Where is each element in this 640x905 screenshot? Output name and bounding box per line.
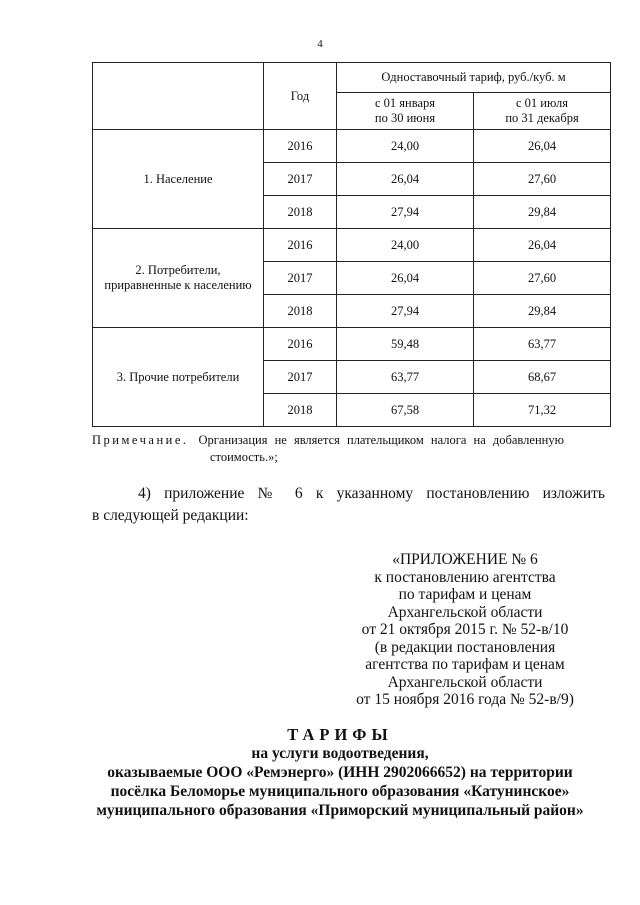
amendment-paragraph — [92, 483, 605, 527]
tariff-table-body — [93, 130, 611, 427]
period-header-2: с 01 июля по 31 декабря — [474, 93, 611, 130]
tariff-value-h1: 59,48 — [337, 328, 474, 361]
amendment-line-1: 4) приложение № 6 к указанному постановлению изложить — [138, 485, 605, 502]
category-label: 3. Прочие потребители — [93, 328, 264, 427]
category-label: 1. Население — [93, 130, 264, 229]
year-header: Год — [264, 63, 337, 130]
page-number: 4 — [317, 38, 323, 50]
tariff-value-h1: 24,00 — [337, 229, 474, 262]
document-title — [70, 725, 610, 820]
title-main: ТАРИФЫ — [287, 725, 393, 744]
title-line: муниципального образования «Приморский муниципальный район» — [96, 802, 584, 819]
tariff-value-h1: 27,94 — [337, 196, 474, 229]
tariff-value-h1: 67,58 — [337, 394, 474, 427]
note — [92, 432, 612, 466]
year-cell: 2016 — [264, 328, 337, 361]
year-cell: 2017 — [264, 262, 337, 295]
year-cell: 2016 — [264, 130, 337, 163]
appendix-line: агентства по тарифам и ценам — [365, 656, 565, 673]
amendment-line-2: в следующей редакции: — [92, 507, 249, 524]
note-text: Организация не является плательщиком налога на добавленную — [198, 433, 564, 447]
period-header-1: с 01 января по 30 июня — [337, 93, 474, 130]
year-cell: 2018 — [264, 196, 337, 229]
tariff-value-h2: 26,04 — [474, 130, 611, 163]
table-row — [93, 328, 611, 361]
title-line: посёлка Беломорье муниципального образования «Катунинское» — [110, 783, 570, 800]
tariff-value-h1: 26,04 — [337, 163, 474, 196]
tariff-value-h2: 29,84 — [474, 196, 611, 229]
tariff-value-h1: 26,04 — [337, 262, 474, 295]
year-cell: 2017 — [264, 163, 337, 196]
category-header-cell — [93, 63, 264, 130]
appendix-line: от 15 ноября 2016 года № 52-в/9) — [356, 691, 574, 708]
appendix-line: к постановлению агентства — [374, 568, 556, 586]
tariff-value-h2: 68,67 — [474, 361, 611, 394]
appendix-line: «ПРИЛОЖЕНИЕ № 6 — [392, 551, 538, 568]
appendix-line: Архангельской области — [387, 673, 543, 691]
appendix-line: от 21 октября 2015 г. № 52-в/10 — [361, 621, 569, 638]
appendix-line: (в редакции постановления — [374, 638, 556, 656]
appendix-heading — [340, 551, 590, 709]
tariff-value-h2: 71,32 — [474, 394, 611, 427]
tariff-value-h2: 29,84 — [474, 295, 611, 328]
tariff-table — [92, 62, 611, 427]
year-cell: 2018 — [264, 295, 337, 328]
note-continuation: стоимость.»; — [210, 450, 278, 464]
tariff-value-h2: 63,77 — [474, 328, 611, 361]
tariff-value-h2: 27,60 — [474, 163, 611, 196]
year-cell: 2016 — [264, 229, 337, 262]
title-line: оказываемые ООО «Ремэнерго» (ИНН 2902066652) на территории — [107, 764, 573, 781]
category-label: 2. Потребители, приравненные к населению — [93, 229, 264, 328]
tariff-value-h1: 27,94 — [337, 295, 474, 328]
table-row — [93, 130, 611, 163]
tariff-header: Одноставочный тариф, руб./куб. м — [337, 63, 611, 93]
year-cell: 2018 — [264, 394, 337, 427]
title-line: на услуги водоотведения, — [251, 745, 429, 762]
tariff-value-h2: 27,60 — [474, 262, 611, 295]
year-cell: 2017 — [264, 361, 337, 394]
tariff-value-h1: 63,77 — [337, 361, 474, 394]
table-row — [93, 229, 611, 262]
tariff-value-h1: 24,00 — [337, 130, 474, 163]
tariff-value-h2: 26,04 — [474, 229, 611, 262]
appendix-line: по тарифам и ценам — [398, 586, 532, 603]
appendix-line: Архангельской области — [387, 603, 543, 621]
note-label: Примечание. — [92, 433, 189, 447]
